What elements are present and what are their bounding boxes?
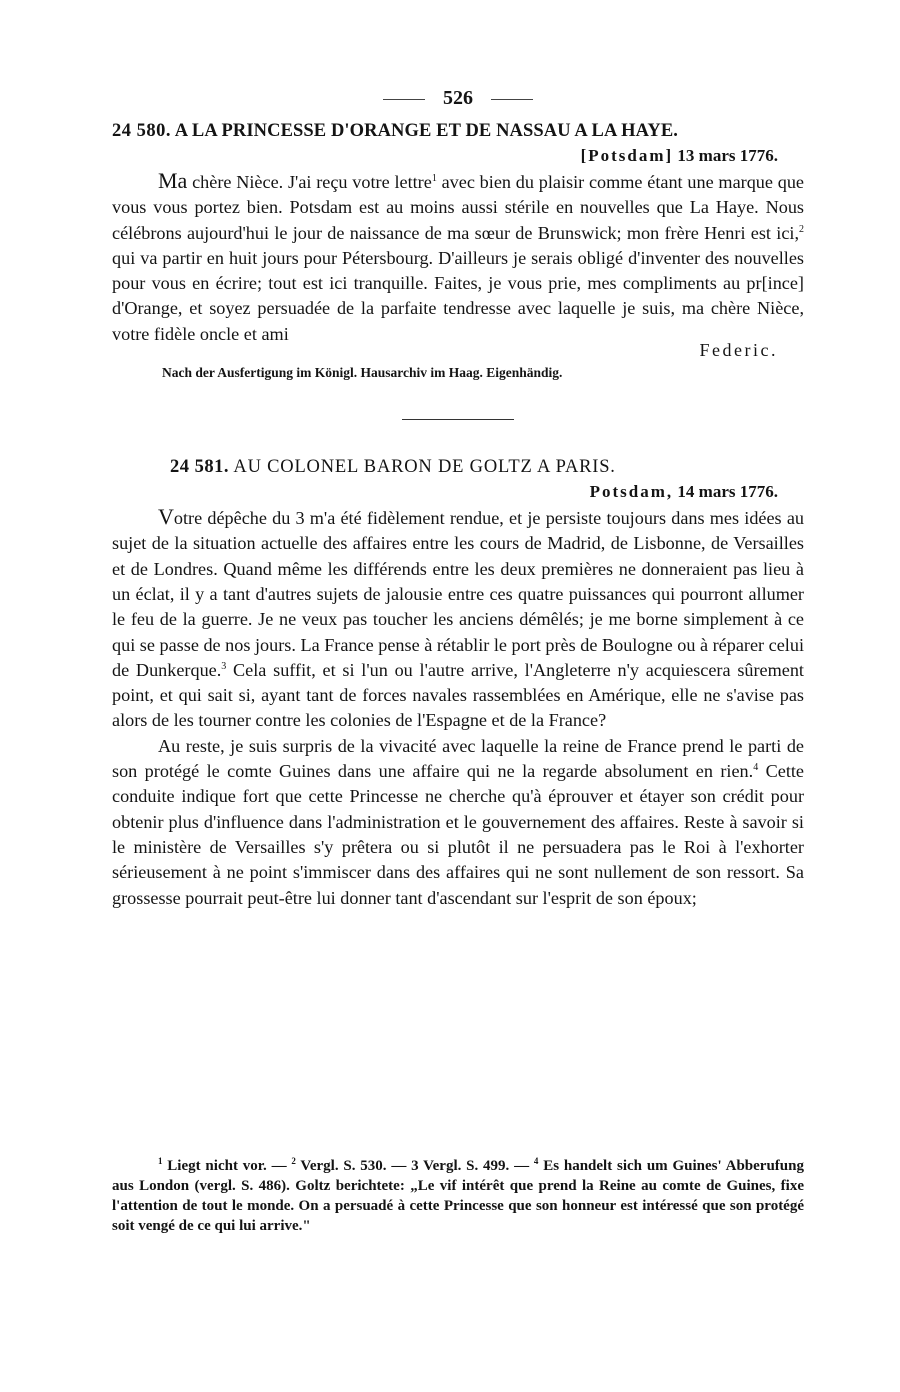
footnote-4-text: Es handelt sich um Guines' Abberufung aus London (vergl. S. 486). Goltz berichtete: „Le vif intérêt que prend la Reine au comte de Guines, fixe l'attention de tout le monde. On a persuadé à cette Princesse que son honneur est intéressé que son protégé soit vengé de ce qui lui arrive." <box>112 1158 804 1234</box>
letter-1-text-a: chère Nièce. J'ai reçu votre lettre <box>187 172 432 192</box>
page-number: 526 <box>443 87 473 109</box>
footnote-marker-3: 3 <box>221 660 227 672</box>
letter-1-text-c: qui va partir en huit jours pour Pétersbourg. D'ailleurs je serais obligé d'inventer des nouvelles pour vous en écrire; tout est ici tranquille. Faites, je vous prie, mes compliments au pr[ince] d'Orange, et soyez persuadée de la parfaite tendresse avec laquelle je suis, ma chère Nièce, votre fidèle oncle et ami <box>112 247 804 344</box>
letter-1-source: Nach der Ausfertigung im Königl. Hausarchiv im Haag. Eigenhändig. <box>162 365 563 381</box>
footnote-2-marker: 2 <box>291 1156 296 1166</box>
letter-1-body <box>112 168 804 347</box>
letter-2-heading <box>112 454 804 480</box>
letter-separator <box>402 419 514 420</box>
letter-2-text-b: Cela suffit, et si l'un ou l'autre arrive, l'Angleterre n'y acquiescera sûrement point, et qui sait si, ayant tant de forces navales rassemblées en Amérique, elle ne s'avise pas alors de les tourner contre les colonies de l'Espagne et de la France? <box>112 659 804 731</box>
letter-1-number: 24 580. <box>112 121 171 141</box>
letter-2-place: Potsdam, <box>589 482 674 502</box>
letter-1-place: [Potsdam] <box>580 146 674 165</box>
letter-2-para2-b: Cette conduite indique fort que cette Princesse ne cherche qu'à éprouver et étayer son crédit pour obtenir plus d'influence dans l'administration et le gouvernement des affaires. Reste à savoir si le ministère de Versailles s'y prêtera ou si plutôt il ne persuadera pas le Roi à l'exhorter sérieusement à ne point s'immiscer dans des affaires qui ne sont nullement de son ressort. Sa grossesse pourrait peut-être lui donner tant d'ascendant sur l'esprit de son époux; <box>112 761 804 908</box>
letter-1-heading <box>112 118 804 144</box>
letter-2-dateline <box>112 480 804 504</box>
letter-2-paragraph-1 <box>112 504 804 734</box>
page-header <box>112 78 804 118</box>
letter-1-dateline <box>112 144 804 168</box>
letter-2-number: 24 581. <box>170 457 229 478</box>
letter-1-text-b: avec bien du plaisir comme étant une marque que vous vous portez bien. Potsdam est au moins aussi stérile en nouvelles que La Haye. Nous célébrons aujourd'hui le jour de naissance de ma sœur de Brunswick; mon frère Henri est ici, <box>112 172 804 243</box>
footnote-1-marker: 1 <box>158 1156 163 1166</box>
footnote-marker-4: 4 <box>753 761 759 773</box>
footnotes <box>112 1156 804 1236</box>
footnote-2-3-text: Vergl. S. 530. — 3 Vergl. S. 499. — <box>295 1158 534 1174</box>
page-content <box>112 78 804 911</box>
footnote-4-marker: 4 <box>533 1156 539 1166</box>
letter-2-opening: V <box>158 504 174 530</box>
letter-2-date: 14 mars 1776. <box>677 482 778 502</box>
footnote-marker-1: 1 <box>431 172 437 184</box>
letter-2-para2-a: Au reste, je suis surpris de la vivacité avec laquelle la reine de France prend le parti de son protégé le comte Guines dans une affaire qui ne la regarde absolument en rien. <box>112 735 804 782</box>
header-dash-left <box>383 99 425 100</box>
letter-1-title: A LA PRINCESSE D'ORANGE ET DE NASSAU A LA HAYE. <box>174 121 679 141</box>
footnote-marker-2: 2 <box>799 223 804 235</box>
letter-2-text-a: otre dépêche du 3 m'a été fidèlement rendue, et je persiste toujours dans mes idées au sujet de la situation actuelle des affaires entre les cours de Madrid, de Lisbonne, de Versailles et de Londres. Quand même les différends entre les deux premières ne donneraient pas lieu à un éclat, il y a tant d'autres sujets de jalousie entre ces quatre puissances qui pourront allumer le feu de la guerre. Je ne veux pas toucher les anciens démêlés; je me borne simplement à ce qui se passe de nos jours. La France pense à rétablir le port près de Boulogne ou à réparer celui de Dunkerque. <box>112 508 804 680</box>
header-dash-right <box>491 99 533 100</box>
letter-2-paragraph-2 <box>112 734 804 911</box>
footnote-1-text: Liegt nicht vor. — <box>162 1158 292 1174</box>
letter-1-opening: Ma <box>158 168 188 193</box>
letter-2-title: AU COLONEL BARON DE GOLTZ A PARIS. <box>233 457 616 478</box>
letter-1-date: 13 mars 1776. <box>677 146 778 165</box>
letter-1-signature: Federic. <box>699 340 778 361</box>
